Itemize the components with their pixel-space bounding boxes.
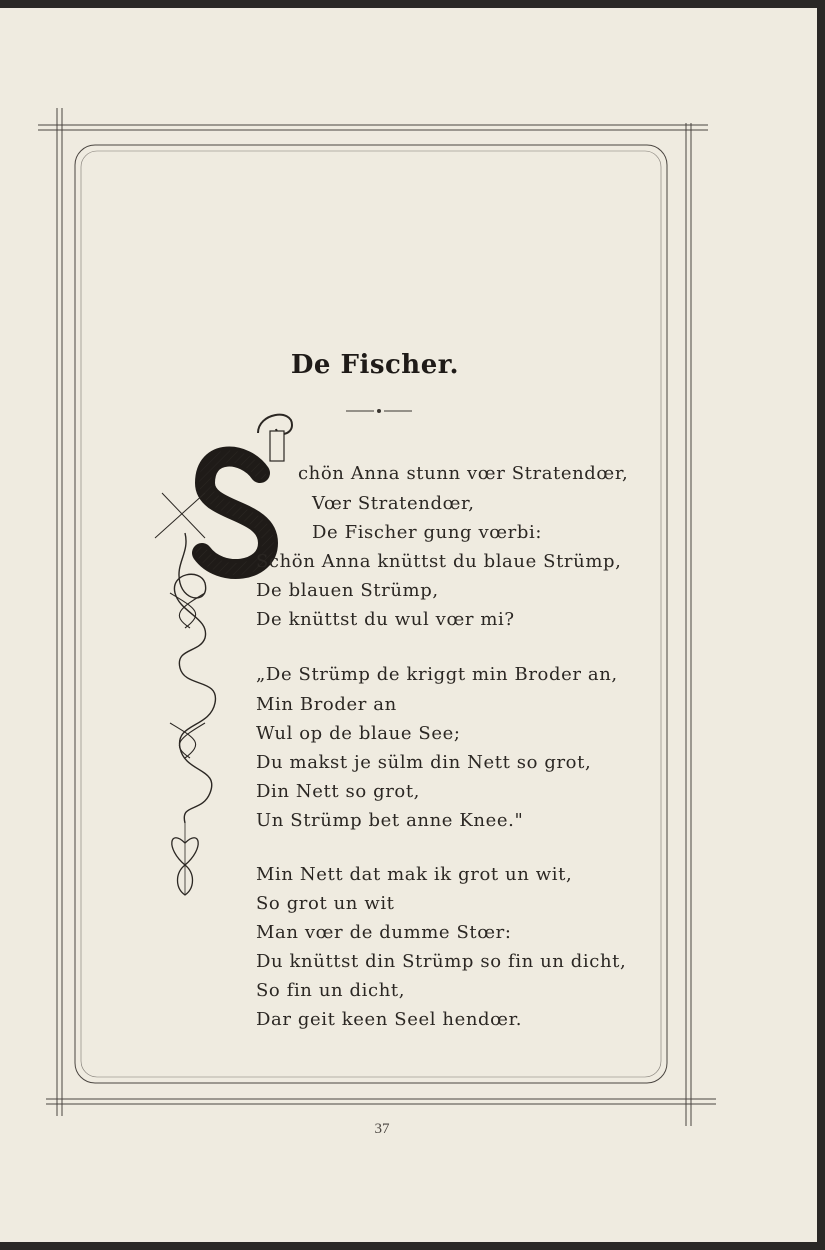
title-ornament	[346, 406, 412, 416]
poem-line: Min Broder an	[256, 694, 397, 715]
poem-line: De blauen Strümp,	[256, 580, 439, 601]
poem-line: Wul op de blaue See;	[256, 723, 461, 744]
poem-line: De knüttst du wul vœr mi?	[256, 609, 515, 630]
page-number: 37	[374, 1121, 390, 1137]
poem-line: Du makst je sülm din Nett so grot,	[256, 752, 592, 773]
poem-title: De Fischer.	[290, 350, 460, 380]
poem-line: Du knüttst din Strümp so fin un dicht,	[256, 951, 627, 972]
poem-line: „De Strümp de kriggt min Broder an,	[256, 664, 618, 685]
poem-line: Schön Anna knüttst du blaue Strümp,	[256, 551, 622, 572]
poem-line: De Fischer gung vœrbi:	[312, 522, 543, 543]
poem-line: Man vœr de dumme Stœr:	[256, 922, 512, 943]
poem-line: Min Nett dat mak ik grot un wit,	[256, 864, 573, 885]
poem-line: So grot un wit	[256, 893, 395, 914]
poem-line: Dar geit keen Seel hendœr.	[256, 1009, 523, 1030]
poem-line: Din Nett so grot,	[256, 781, 421, 802]
poem-line: Vœr Stratendœr,	[312, 493, 475, 514]
poem-line: Un Strümp bet anne Knee."	[256, 810, 524, 831]
book-page	[0, 8, 817, 1242]
poem-line: chön Anna stunn vœr Stratendœr,	[298, 463, 629, 484]
poem-line: So fin un dicht,	[256, 980, 406, 1001]
